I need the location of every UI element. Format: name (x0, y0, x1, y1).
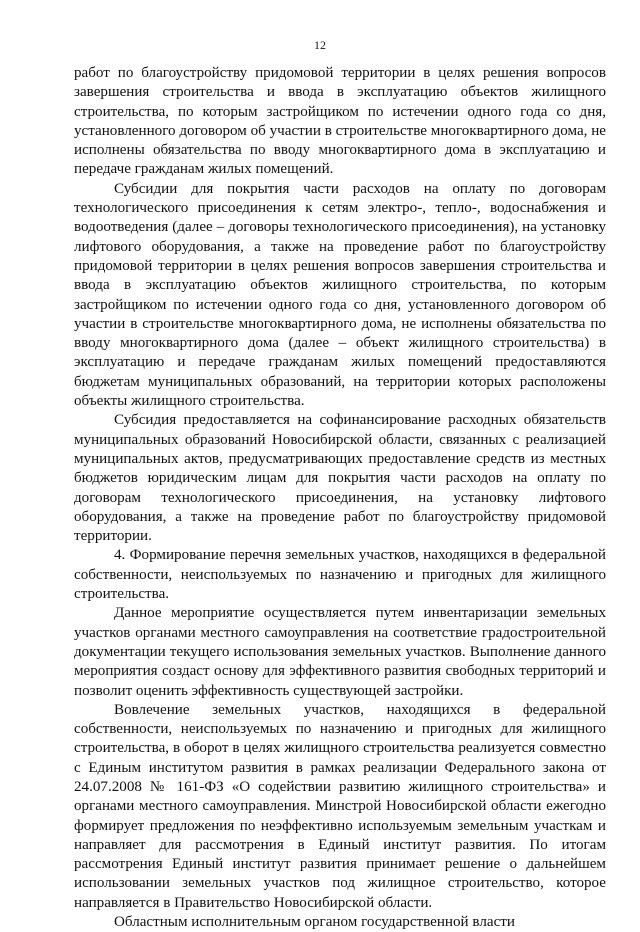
paragraph-inventory: Данное мероприятие осуществляется путем инвентаризации земельных участков органами местного самоуправления на соответствие градостроительной документации текущего использования земельных участков. Выполнение данного мероприятия создаст основу для эффективного развития свободных территорий и позволит оценить эффективность существующей застройки. (74, 605, 606, 699)
paragraph-regional-authority: Областным исполнительным органом государственной власти (114, 914, 515, 931)
paragraph-subsidies-connection: Субсидии для покрытия части расходов на оплату по договорам технологического присоединения к сетям электро-, тепло-, водоснабжения и водоотведения (далее – договоры технологического присоединения), на установку лифтового оборудования, а также на проведение работ по благоустройству придомовой территории в целях решения вопросов завершения строительства и ввода в эксплуатацию объектов жилищного строительства, по которым застройщиком по истечении одного года со дня, установленного договором об участии в строительстве многоквартирного дома, не исполнены обязательства по вводу многоквартирного дома (далее – объект жилищного строительства) в эксплуатацию и передаче гражданам жилых помещений предоставляются бюджетам муниципальных образований, на территории которых расположены объекты жилищного строительства. (74, 180, 606, 410)
page-number: 12 (314, 38, 326, 52)
paragraph-land-involvement: Вовлечение земельных участков, находящихся в федеральной собственности, неиспользуемых по назначению и пригодных для жилищного строительства, в оборот в целях жилищного строительства реализуется совместно с Единым институтом развития в рамках реализации Федерального закона от 24.07.2008 № 161-ФЗ «О содействии развитию жилищного строительства» и органами местного самоуправления. Минстрой Новосибирской области ежегодно формирует предложения по неэффективно используемым земельным участкам и направляет для рассмотрения в Единый институт развития. По итогам рассмотрения Единый институт развития принимает решение о дальнейшем использовании земельных участков под жилищное строительство, которое направляется в Правительство Новосибирской области. (74, 701, 606, 911)
paragraph-item-4-heading: 4. Формирование перечня земельных участков, находящихся в федеральной собственности, неиспользуемых по назначению и пригодных для жилищного строительства. (74, 547, 606, 603)
paragraph-subsidy-cofinancing: Субсидия предоставляется на софинансирование расходных обязательств муниципальных образований Новосибирской области, связанных с реализацией муниципальных актов, предусматривающих предоставление средств из местных бюджетов юридическим лицам для покрытия части расходов на оплату по договорам технологического присоединения, на установку лифтового оборудования, а также на проведение работ по благоустройству придомовой территории. (74, 412, 606, 545)
body-text (74, 64, 606, 932)
paragraph-continuation: работ по благоустройству придомовой территории в целях решения вопросов завершения строительства и ввода в эксплуатацию объектов жилищного строительства, по которым застройщиком по истечении одного года со дня, установленного договором об участии в строительстве многоквартирного дома, не исполнены обязательства по вводу многоквартирного дома в эксплуатацию и передаче гражданам жилых помещений. (74, 65, 607, 178)
